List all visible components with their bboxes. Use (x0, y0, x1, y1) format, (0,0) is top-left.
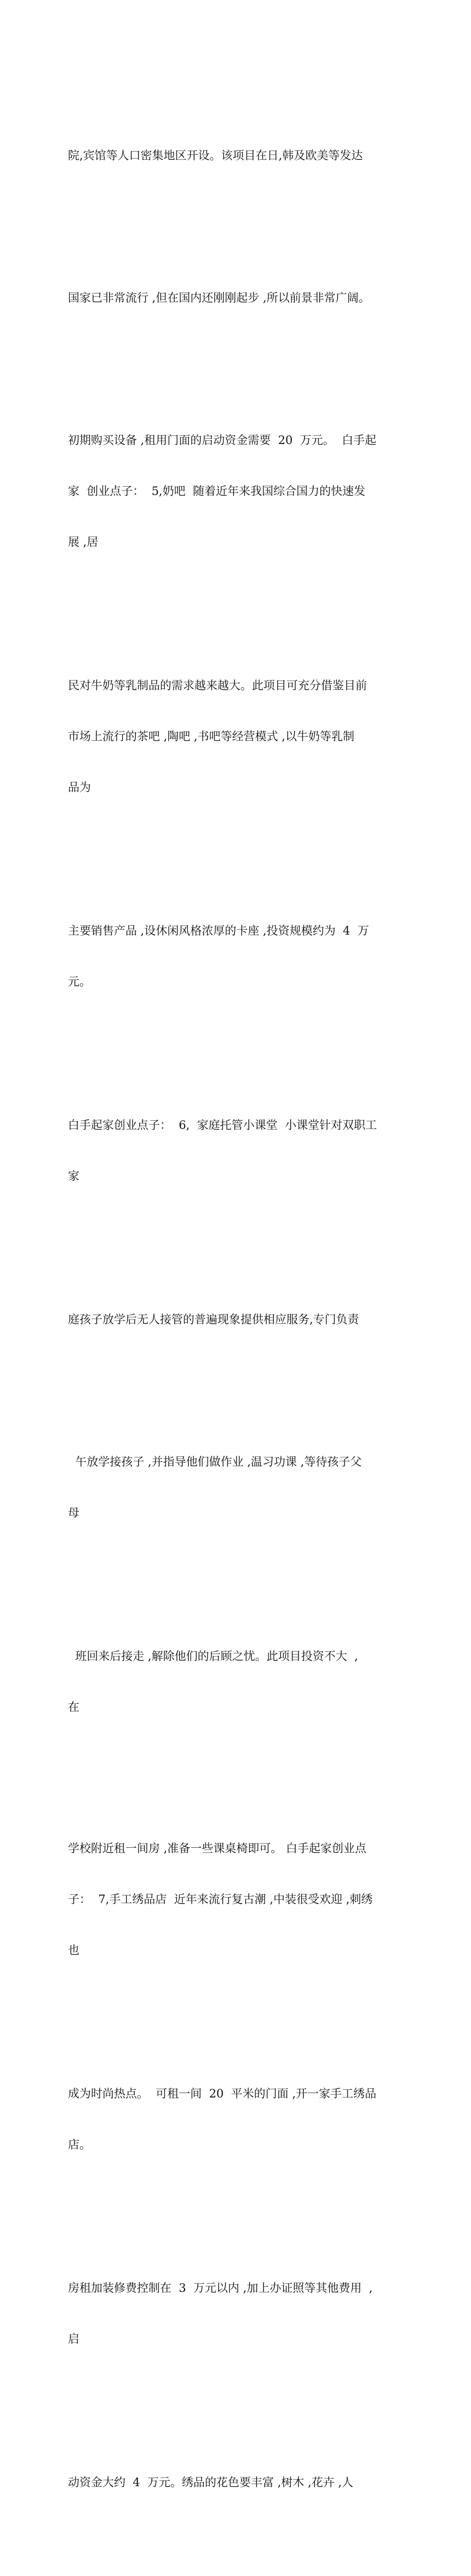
text-line: 家 创业点子： 5,奶吧 随着近年来我国综合国力的快速发 (68, 485, 366, 498)
paragraph-8 (68, 1420, 405, 1555)
text-line: 也 (68, 1944, 79, 1957)
paragraph-5 (68, 889, 405, 1024)
paragraph-6 (68, 1083, 405, 1219)
paragraph-12 (68, 2246, 405, 2382)
paragraph-7 (68, 1277, 405, 1362)
text-line: 店。 (68, 2138, 91, 2151)
text-line: 品为 (68, 781, 91, 794)
text-line: 子： 7,手工绣品店 近年来流行复古潮 ,中装很受欢迎 ,刺绣 (68, 1893, 373, 1906)
text-line: 班回来后接走 ,解除他们的后顾之忧。此项目投资不大 , (68, 1650, 358, 1663)
paragraph-11 (68, 2051, 405, 2187)
text-line: 国家已非常流行 ,但在国内还刚刚起步 ,所以前景非常广阔。 (68, 291, 370, 304)
text-line: 母 (68, 1506, 79, 1519)
text-line: 动资金大约 4 万元。绣品的花色要丰富 ,树木 ,花卉 ,人 (68, 2476, 354, 2489)
text-line: 学校附近租一间房 ,准备一些课桌椅即可。 白手起家创业点 (68, 1842, 367, 1855)
text-line: 民对牛奶等乳制品的需求越来越大。此项目可充分借鉴目前 (68, 679, 367, 692)
paragraph-10 (68, 1806, 405, 1993)
text-line: 初期购买设备 ,租用门面的启动资金需要 20 万元。 白手起 (68, 434, 377, 447)
paragraph-2 (68, 256, 405, 341)
paragraph-9 (68, 1614, 405, 1750)
text-line: 主要销售产品 ,设休闲风格浓厚的卡座 ,投资规模约为 4 万 (68, 924, 369, 937)
text-line: 在 (68, 1701, 79, 1714)
text-line: 启 (68, 2332, 79, 2346)
text-line: 庭孩子放学后无人接管的普遍现象提供相应服务,专门负责 (68, 1313, 359, 1326)
text-line: 房租加装修费控制在 3 万元以内 ,加上办证照等其他费用 , (68, 2281, 373, 2295)
text-line: 家 (68, 1169, 79, 1183)
paragraph-3 (68, 398, 405, 585)
text-line: 展 ,居 (68, 535, 99, 549)
text-line: 午放学接孩子 ,并指导他们做作业 ,温习功课 ,等待孩子父 (68, 1455, 362, 1468)
paragraph-1 (68, 113, 405, 198)
text-line: 白手起家创业点子： 6, 家庭托管小课堂 小课堂针对双职工 (68, 1119, 377, 1132)
text-line: 元。 (68, 975, 91, 988)
paragraph-13 (68, 2440, 405, 2525)
document-body (68, 62, 405, 2576)
text-line: 院,宾馆等人口密集地区开设。该项目在日,韩及欧美等发达 (68, 149, 363, 162)
text-line: 市场上流行的茶吧 ,陶吧 ,书吧等经营模式 ,以牛奶等乳制 (68, 730, 355, 743)
paragraph-4 (68, 643, 405, 830)
text-line: 成为时尚热点。 可租一间 20 平米的门面 ,开一家手工绣品 (68, 2087, 377, 2100)
